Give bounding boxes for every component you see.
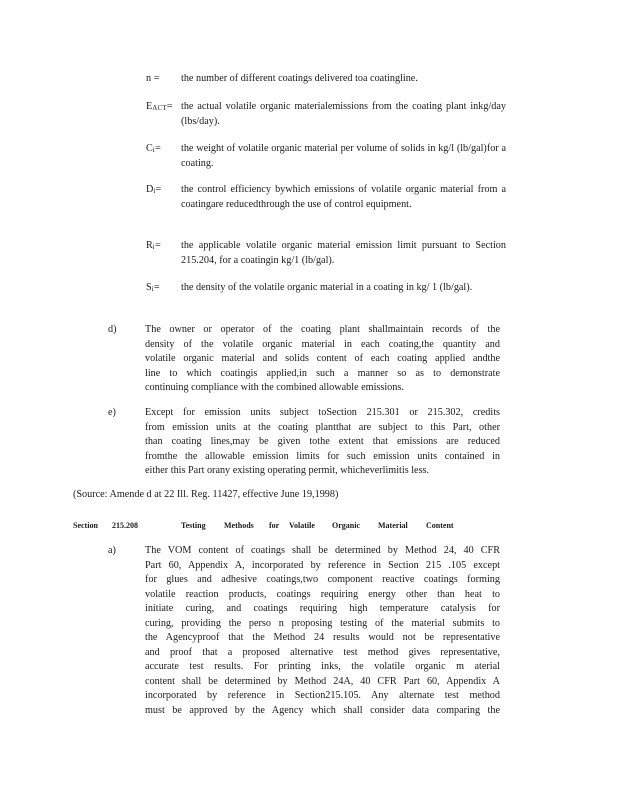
definition-text: the actual volatile organic materialemissions from the coating plant inkg/day (lbs/day).: [181, 101, 506, 127]
heading-word: Testing: [181, 521, 206, 530]
heading-word: Methods: [224, 521, 254, 530]
definition-text: the applicable volatile organic material emission limit pursuant to Section 215.204, for a coatingin kg/1 (lb/gal).: [181, 240, 506, 266]
definition-e-act: [146, 100, 506, 129]
text-line: Part 60, Appendix A, incorporated by reference in Section 215 .105 except: [145, 559, 500, 571]
text-line: fromthe the allowable emission limits for such emission units contained in: [145, 450, 500, 462]
paragraph-body: [145, 323, 500, 396]
paragraph-d: [108, 323, 500, 396]
text-line: initiate curing, and coatings requiring high temperature catalysis for: [145, 603, 500, 614]
definition-n: [146, 72, 506, 87]
text-line: must be approved by the Agency which shall consider data comparing the: [145, 704, 500, 716]
paragraph-body: [145, 544, 500, 718]
paragraph-body: [145, 406, 500, 479]
text-line: The VOM content of coatings shall be determined by Method 24, 40 CFR: [145, 545, 500, 556]
definition-symbol: Ci=: [146, 143, 161, 154]
heading-word: Content: [426, 521, 454, 530]
text-line: the Agencyproof that the Method 24 results would not be representative: [145, 632, 500, 643]
text-line: volatile reaction products, coatings requiring energy other than heat to: [145, 588, 500, 600]
definition-text: the control efficiency bywhich emissions of volatile organic material from a coatingare reducedthrough the use of control equipment.: [181, 184, 506, 210]
definition-c-i: [146, 142, 506, 171]
definition-s-i: [146, 281, 506, 296]
paragraph-a: [108, 544, 500, 718]
heading-word: Material: [378, 521, 408, 530]
definition-text: the weight of volatile organic material per volume of solids in kg/l (lb/gal)for a coating.: [181, 143, 506, 169]
paragraph-label: a): [108, 545, 116, 556]
text-line: and proof that a proposed alternative test method gives representative,: [145, 646, 500, 658]
paragraph-e: [108, 406, 500, 479]
text-line: line to which coatingis applied,in such a manner so as to demonstrate: [145, 367, 500, 379]
heading-word: Volatile: [289, 521, 315, 530]
text-line: accurate test results. For printing inks, the volatile organic m aterial: [145, 661, 500, 672]
paragraph-label: e): [108, 407, 116, 418]
text-line: curing, providing the perso n proposing testing of the material submits to: [145, 617, 500, 629]
text-line: for glues and adhesive coatings,two component reactive coatings forming: [145, 574, 500, 585]
text-line: Except for emission units subject toSection 215.301 or 215.302, credits: [145, 407, 500, 418]
text-line: than coating lines,may be given tothe extent that emissions are reduced: [145, 436, 500, 447]
text-line: continuing compliance with the combined allowable emissions.: [145, 382, 404, 393]
definition-symbol: Si=: [146, 282, 160, 293]
text-line: incorporated by reference in Section215.105. Any alternate test method: [145, 690, 500, 701]
paragraph-label: d): [108, 324, 117, 335]
text-line: density of the volatile organic material in each coating,the quantity and: [145, 338, 500, 350]
section-word: Section: [73, 521, 98, 530]
heading-word: for: [269, 521, 280, 530]
definition-symbol: EACT=: [146, 101, 173, 112]
definition-symbol: Ri=: [146, 240, 161, 251]
heading-word: Organic: [332, 521, 360, 530]
text-line: from emission units at the coating plantthat are subject to this Part, other: [145, 421, 500, 433]
definition-d-i: [146, 183, 506, 212]
definition-r-i: [146, 239, 506, 268]
text-line: The owner or operator of the coating plant shallmaintain records of the: [145, 324, 500, 335]
definition-text: the number of different coatings delivered toa coatingline.: [181, 73, 418, 84]
text-line: volatile organic material and solids content of each coating applied andthe: [145, 353, 500, 364]
section-number: 215.208: [112, 521, 138, 530]
text-line: content shall be determined by Method 24A, 40 CFR Part 60, Appendix A: [145, 675, 500, 687]
definition-symbol: n =: [146, 73, 160, 84]
source-note: (Source: Amende d at 22 Ill. Reg. 11427, effective June 19,1998): [73, 489, 339, 500]
definition-symbol: Di=: [146, 184, 162, 195]
text-line: either this Part orany existing operating permit, whicheverlimitis less.: [145, 465, 430, 476]
definition-text: the density of the volatile organic material in a coating in kg/ 1 (lb/gal).: [181, 282, 473, 293]
